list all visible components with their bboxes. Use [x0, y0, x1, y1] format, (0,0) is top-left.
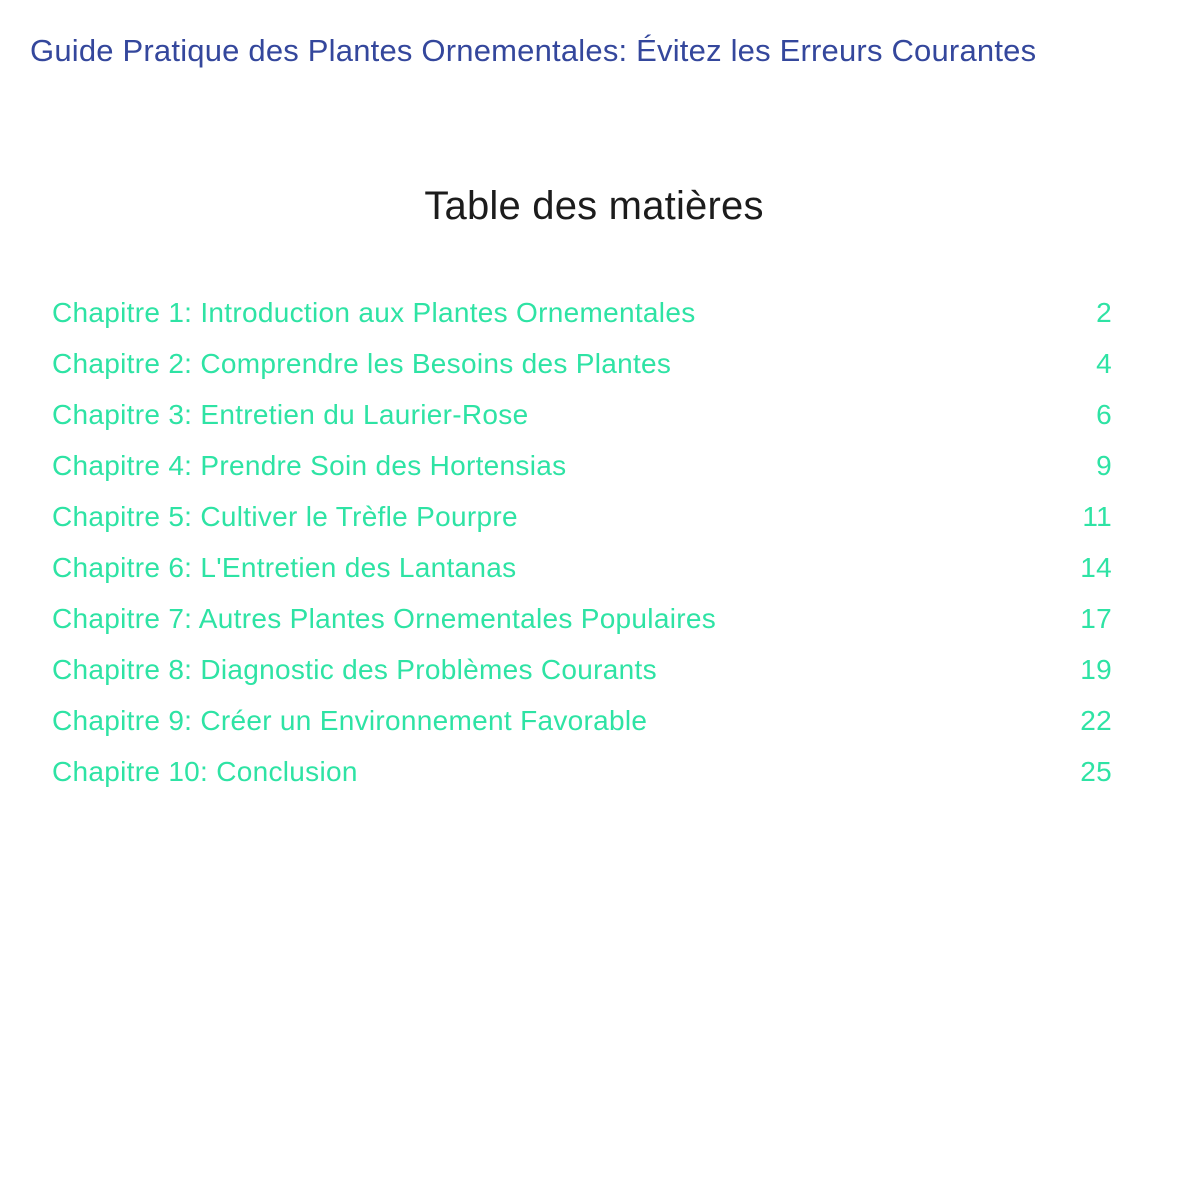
- chapter-label: Chapitre 7: Autres Plantes Ornementales Populaires: [52, 603, 717, 634]
- page-number: 4: [1096, 348, 1112, 379]
- page-number: 2: [1096, 297, 1112, 328]
- chapter-label: Chapitre 2: Comprendre les Besoins des Plantes: [52, 348, 672, 379]
- page-number: 22: [1080, 705, 1112, 736]
- document-title: Guide Pratique des Plantes Ornementales: Évitez les Erreurs Courantes: [30, 33, 1037, 68]
- chapter-label: Chapitre 6: L'Entretien des Lantanas: [52, 552, 517, 583]
- chapter-label: Chapitre 1: Introduction aux Plantes Ornementales: [52, 297, 696, 328]
- chapter-label: Chapitre 4: Prendre Soin des Hortensias: [52, 450, 567, 481]
- page-number: 25: [1080, 756, 1112, 787]
- toc-list: [52, 287, 1112, 797]
- chapter-label: Chapitre 8: Diagnostic des Problèmes Courants: [52, 654, 657, 685]
- page-number: 17: [1080, 603, 1112, 634]
- toc-entry-chapter-7[interactable]: [52, 593, 1112, 644]
- chapter-label: Chapitre 3: Entretien du Laurier-Rose: [52, 399, 529, 430]
- toc-entry-chapter-6[interactable]: [52, 542, 1112, 593]
- page-number: 6: [1096, 399, 1112, 430]
- toc-entry-chapter-1[interactable]: [52, 287, 1112, 338]
- page-number: 19: [1080, 654, 1112, 685]
- toc-entry-chapter-9[interactable]: [52, 695, 1112, 746]
- chapter-label: Chapitre 9: Créer un Environnement Favorable: [52, 705, 648, 736]
- toc-entry-chapter-5[interactable]: [52, 491, 1112, 542]
- chapter-label: Chapitre 10: Conclusion: [52, 756, 358, 787]
- toc-entry-chapter-4[interactable]: [52, 440, 1112, 491]
- toc-heading: Table des matières: [424, 184, 764, 228]
- toc-entry-chapter-8[interactable]: [52, 644, 1112, 695]
- page-number: 14: [1080, 552, 1112, 583]
- page-number: 11: [1082, 501, 1112, 532]
- chapter-label: Chapitre 5: Cultiver le Trèfle Pourpre: [52, 501, 518, 532]
- toc-entry-chapter-10[interactable]: [52, 746, 1112, 797]
- page-number: 9: [1096, 450, 1112, 481]
- toc-entry-chapter-3[interactable]: [52, 389, 1112, 440]
- toc-entry-chapter-2[interactable]: [52, 338, 1112, 389]
